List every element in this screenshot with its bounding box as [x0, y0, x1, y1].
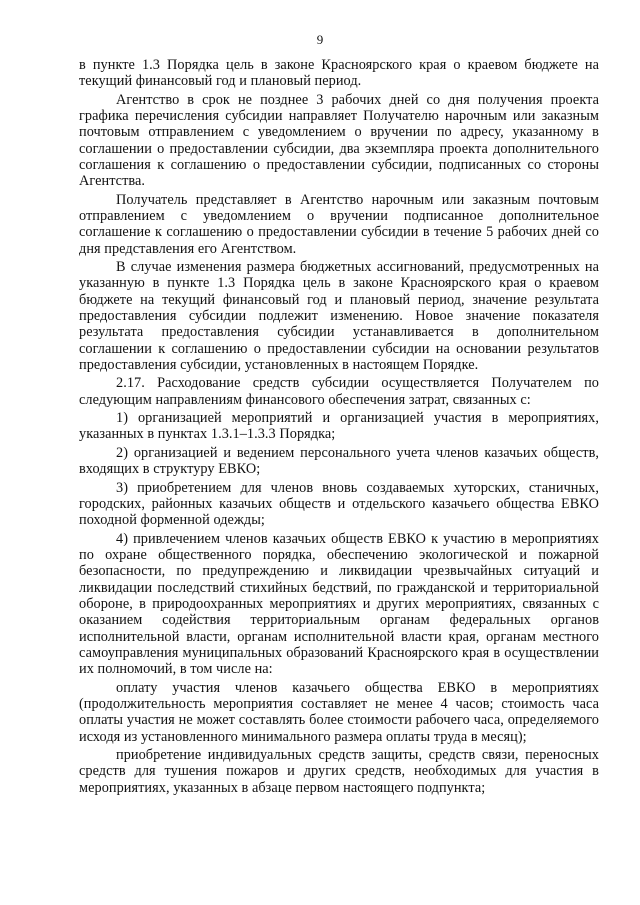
- paragraph-budget-change: В случае изменения размера бюджетных ассигнований, предусмотренных на указанную в пункте 1.3 Порядка цель в законе Красноярского края о краевом бюджете на текущий финансовый год и плановый период, значение результата предоставления субсидии подлежит изменению. Новое значение показателя результата предоставления субсидии устанавливается в дополнительном соглашении к соглашению о предоставлении субсидии на основании результатов предоставления субсидии, установленных в настоящем Порядке.: [79, 259, 599, 373]
- sub-item-equipment: приобретение индивидуальных средств защиты, средств связи, переносных средств для тушения пожаров и других средств, необходимых для участия в мероприятиях, указанных в абзаце первом настоящего подпункта;: [79, 747, 599, 796]
- list-item-1: 1) организацией мероприятий и организацией участия в мероприятиях, указанных в пунктах 1.3.1–1.3.3 Порядка;: [79, 410, 599, 443]
- paragraph-clause-2-17: 2.17. Расходование средств субсидии осуществляется Получателем по следующим направлениям финансового обеспечения затрат, связанных с:: [79, 375, 599, 408]
- document-body: [79, 57, 599, 798]
- list-item-4: 4) привлечением членов казачьих обществ ЕВКО к участию в мероприятиях по охране общественного порядка, обеспечению экологической и пожарной безопасности, по предупреждению и ликвидации чрезвычайных ситуаций и ликвидации последствий стихийных бедствий, по гражданской и территориальной обороне, в природоохранных мероприятиях и других мероприятиях, связанных с оказанием содействия территориальным органам федеральных органов исполнительной власти, органам исполнительной власти края, органам местного самоуправления муниципальных образований Красноярского края в осуществлении их полномочий, в том числе на:: [79, 530, 599, 678]
- paragraph-recipient-submission: Получатель представляет в Агентство нарочным или заказным почтовым отправлением с уведомлением о вручении подписанное дополнительное соглашение к соглашению о предоставлении субсидии в течение 5 рабочих дней со дня представления его Агентством.: [79, 191, 599, 257]
- page-number: 9: [316, 32, 324, 47]
- sub-item-payment: оплату участия членов казачьего общества ЕВКО в мероприятиях (продолжительность мероприятия составляет не менее 4 часов; стоимость часа оплаты участия не может составлять более стоимости рабочего часа, определяемого исходя из установленного минимального размера оплаты труда в месяц);: [79, 679, 599, 745]
- list-item-2: 2) организацией и ведением персонального учета членов казачьих обществ, входящих в структуру ЕВКО;: [79, 444, 599, 478]
- paragraph-continuation: в пункте 1.3 Порядка цель в законе Красноярского края о краевом бюджете на текущий финансовый год и плановый период.: [79, 57, 599, 90]
- list-item-3: 3) приобретением для членов вновь создаваемых хуторских, станичных, городских, районных казачьих обществ и отдельского казачьего общества ЕВКО походной форменной одежды;: [79, 479, 599, 529]
- paragraph-agency-deadline: Агентство в срок не позднее 3 рабочих дней со дня получения проекта графика перечисления субсидии направляет Получателю нарочным или заказным почтовым отправлением с уведомлением о вручении по адресу, указанному в соглашении о предоставлении субсидии, два экземпляра проекта дополнительного соглашения к соглашению о предоставлении субсидии, подписанных со стороны Агентства.: [79, 91, 599, 190]
